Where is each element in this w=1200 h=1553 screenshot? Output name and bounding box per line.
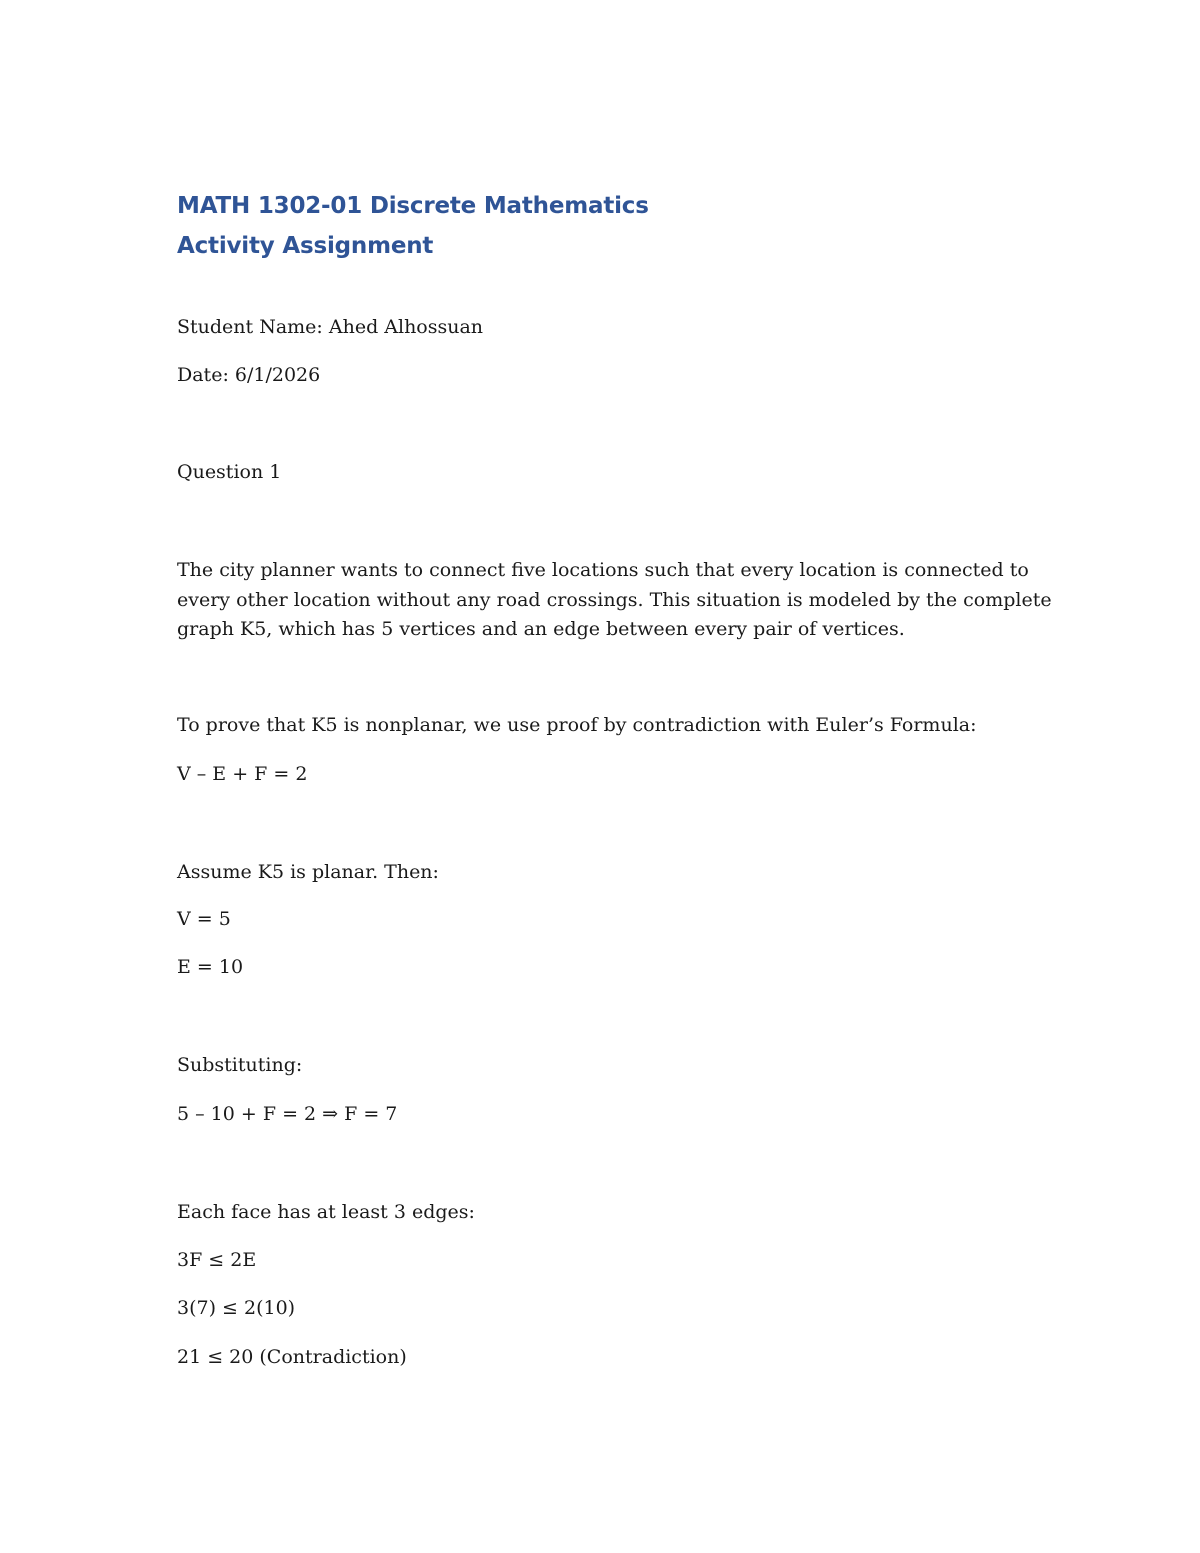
faces-statement: Each face has at least 3 edges:: [177, 1201, 475, 1223]
course-title: MATH 1302-01 Discrete Mathematics: [177, 193, 649, 219]
euler-formula: V – E + F = 2: [177, 763, 308, 785]
intro-line-1: The city planner wants to connect five locations such that every location is connected to: [177, 559, 1029, 581]
question-intro-paragraph: [177, 556, 1052, 645]
contradiction: 21 ≤ 20 (Contradiction): [177, 1346, 407, 1368]
e-value: E = 10: [177, 956, 244, 978]
date: Date: 6/1/2026: [177, 364, 321, 386]
inequality: 3F ≤ 2E: [177, 1249, 257, 1271]
v-value: V = 5: [177, 908, 231, 930]
intro-line-3: graph K5, which has 5 vertices and an edge between every pair of vertices.: [177, 618, 905, 640]
question-label: Question 1: [177, 461, 282, 483]
substituting-label: Substituting:: [177, 1054, 303, 1076]
substitution: 5 – 10 + F = 2 ⇒ F = 7: [177, 1103, 398, 1125]
intro-line-2: every other location without any road crossings. This situation is modeled by the complete: [177, 588, 1052, 611]
assume-statement: Assume K5 is planar. Then:: [177, 861, 439, 883]
student-name: Student Name: Ahed Alhossuan: [177, 316, 484, 338]
assignment-title: Activity Assignment: [177, 233, 434, 259]
inequality-substituted: 3(7) ≤ 2(10): [177, 1297, 296, 1319]
proof-intro: To prove that K5 is nonplanar, we use proof by contradiction with Euler’s Formula:: [177, 714, 977, 736]
